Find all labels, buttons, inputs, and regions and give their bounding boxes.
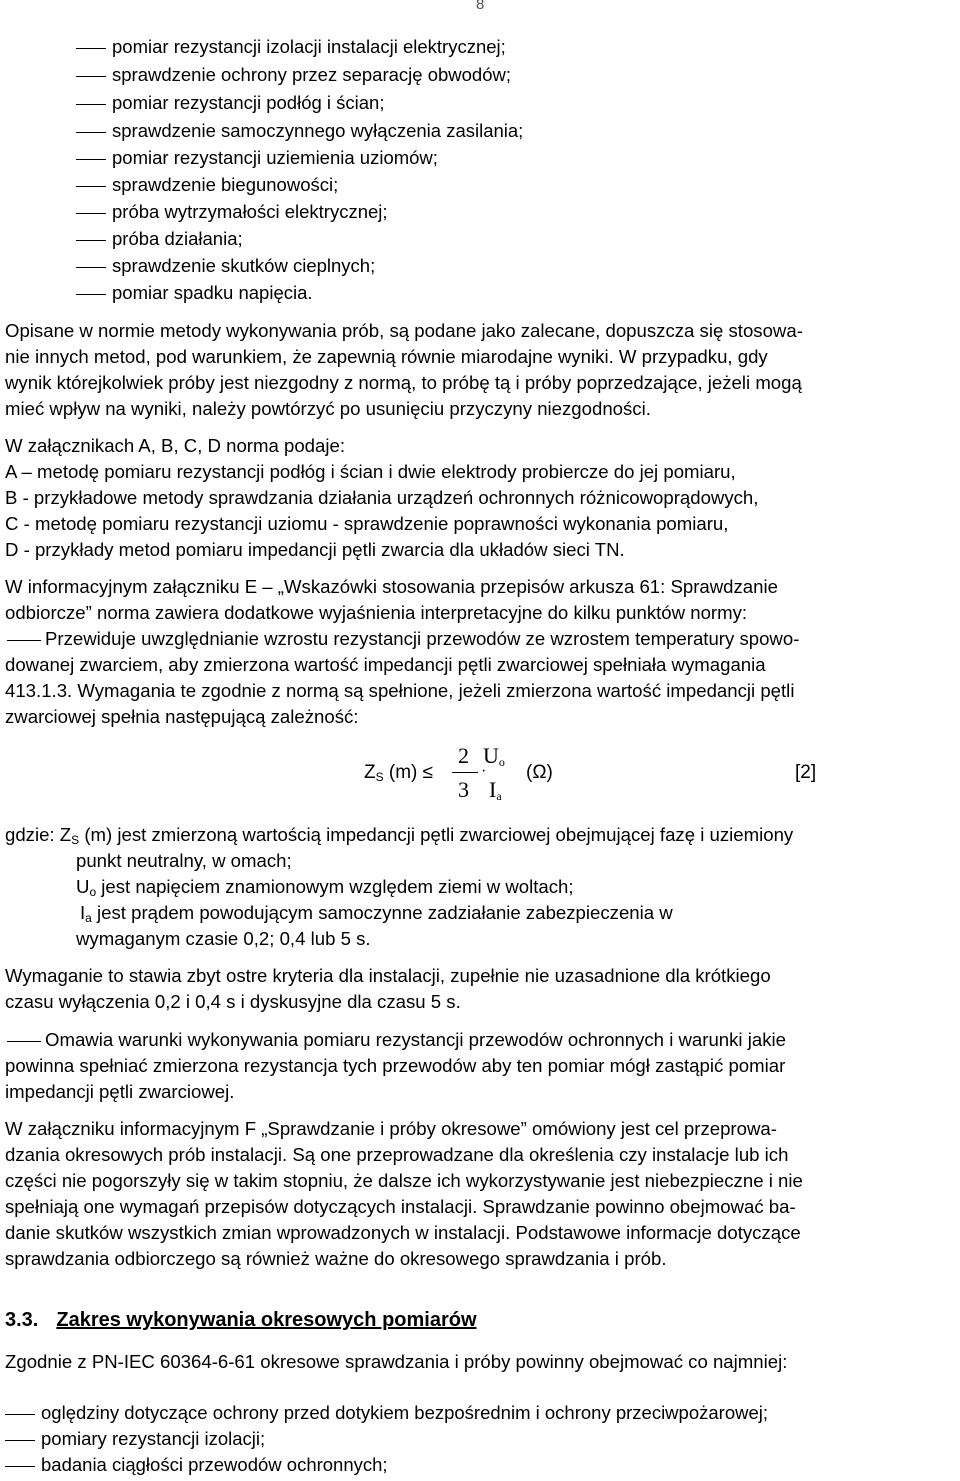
paragraph-line: dowanej zwarciem, aby zmierzona wartość impedancji pętli zwarciowej spełniała wymagania [5, 654, 766, 675]
dash-bullet-icon [74, 145, 106, 171]
paragraph-line: dzania okresowych prób instalacji. Są one przeprowadzane dla określenia czy instalacje lub ich [5, 1144, 789, 1165]
list-item: sprawdzenie samoczynnego wyłączenia zasilania; [74, 118, 523, 144]
paragraph-line: odbiorcze” norma zawiera dodatkowe wyjaśnienia interpretacyjne do kilku punktów normy: [5, 602, 748, 623]
where-line: punkt neutralny, w omach; [76, 850, 292, 871]
paragraph-line: wynik którejkolwiek próby jest niezgodny z normą, to próbę tą i próby poprzedzające, jeżeli mogą [5, 372, 802, 393]
dash-bullet-icon [74, 34, 106, 60]
paragraph-line: czasu wyłączenia 0,2 i 0,4 s i dyskusyjne dla czasu 5 s. [5, 991, 461, 1012]
equation-reference: [2] [795, 762, 817, 783]
list-item: badania ciągłości przewodów ochronnych; [5, 1452, 388, 1478]
where-line: $U_o$ jest napięciem znamionowym względem ziemi w woltach; [76, 876, 574, 899]
dash-bullet-icon [5, 1452, 35, 1478]
paragraph-line: powinna spełniać zmierzona rezystancja tych przewodów aby ten pomiar mógł zastąpić pomiar [5, 1055, 786, 1076]
dash-bullet-icon [5, 626, 41, 652]
dash-bullet-icon [74, 172, 106, 198]
dash-bullet-icon [74, 62, 106, 88]
paragraph-line: W załącznikach A, B, C, D norma podaje: [5, 435, 345, 456]
equation-denominator-3: 3 [458, 777, 469, 802]
paragraph-line: Zgodnie z PN-IEC 60364-6-61 okresowe sprawdzania i próby powinny obejmować co najmniej: [5, 1351, 788, 1372]
equation-numerator-U: $U_o$ [483, 743, 505, 769]
paragraph-line: D - przykłady metod pomiaru impedancji pętli zwarcia dla układów sieci TN. [5, 539, 625, 560]
dash-bullet-icon [5, 1400, 35, 1426]
paragraph-line: W załączniku informacyjnym F „Sprawdzanie i próby okresowe” omówiony jest cel przeprowa- [5, 1118, 777, 1139]
multiplication-dot: · [481, 762, 487, 779]
equation-unit: (Ω) [526, 762, 553, 783]
paragraph-line: B - przykładowe metody sprawdzania działania urządzeń ochronnych różnicowoprądowych, [5, 487, 759, 508]
paragraph-line: danie skutków wszystkich zmian wprowadzonych w instalacji. Podstawowe informacje dotyczące [5, 1222, 801, 1243]
dash-bullet-icon [74, 226, 106, 252]
list-item: próba wytrzymałości elektrycznej; [74, 199, 388, 225]
section-heading [5, 1306, 477, 1334]
paragraph-line: spełniają one wymagań przepisów dotyczących instalacji. Sprawdzanie powinno obejmować ba- [5, 1196, 796, 1217]
list-item: sprawdzenie biegunowości; [74, 172, 338, 198]
paragraph-line: A – metodę pomiaru rezystancji podłóg i ścian i dwie elektrody probiercze do jej pomiaru, [5, 461, 736, 482]
paragraph-line: Wymaganie to stawia zbyt ostre kryteria dla instalacji, zupełnie nie uzasadnione dla krótkiego [5, 965, 771, 986]
section-number: 3.3. [5, 1309, 39, 1331]
dash-bullet-icon [5, 1027, 41, 1053]
list-item: pomiar rezystancji uziemienia uziomów; [74, 145, 438, 171]
dash-bullet-icon [74, 90, 106, 116]
list-item: sprawdzenie ochrony przez separację obwodów; [74, 62, 511, 88]
list-item: pomiar rezystancji podłóg i ścian; [74, 90, 385, 116]
paragraph-line: zwarciowej spełnia następującą zależność: [5, 706, 359, 727]
fraction-bar [452, 772, 478, 773]
dash-bullet-icon [74, 253, 106, 279]
list-item: pomiary rezystancji izolacji; [5, 1426, 265, 1452]
paragraph-line: 413.1.3. Wymagania te zgodnie z normą są spełnione, jeżeli zmierzona wartość impedancji pętli [5, 680, 795, 701]
paragraph-line: impedancji pętli zwarciowej. [5, 1081, 235, 1102]
where-line: wymaganym czasie 0,2; 0,4 lub 5 s. [76, 928, 371, 949]
paragraph-line: Omawia warunki wykonywania pomiaru rezystancji przewodów ochronnych i warunki jakie [5, 1027, 786, 1053]
dash-bullet-icon [5, 1426, 35, 1452]
paragraph-line: sprawdzania odbiorczego są również ważne do okresowego sprawdzania i prób. [5, 1248, 667, 1269]
paragraph-line: Opisane w normie metody wykonywania prób, są podane jako zalecane, dopuszcza się stosowa- [5, 320, 803, 341]
section-title: Zakres wykonywania okresowych pomiarów [56, 1309, 477, 1331]
where-line: gdzie: $Z_S$ (m) jest zmierzoną wartością impedancji pętli zwarciowej obejmującej fazę i uziemiony [5, 824, 794, 847]
paragraph-line: części nie pogorszyły się w takim stopniu, że dalsze ich wykorzystywanie jest niebezpieczne i nie [5, 1170, 803, 1191]
equation-lhs: $Z_S$ (m) ≤ [364, 762, 434, 784]
paragraph-line: W informacyjnym załączniku E – „Wskazówki stosowania przepisów arkusza 61: Sprawdzanie [5, 576, 778, 597]
list-item: oględziny dotyczące ochrony przed dotykiem bezpośrednim i ochrony przeciwpożarowej; [5, 1400, 768, 1426]
list-item: próba działania; [74, 226, 243, 252]
paragraph-line: C - metodę pomiaru rezystancji uziomu - sprawdzenie poprawności wykonania pomiaru, [5, 513, 729, 534]
list-item: pomiar rezystancji izolacji instalacji elektrycznej; [74, 34, 506, 60]
where-line: $I_a$ jest prądem powodującym samoczynne zadziałanie zabezpieczenia w [80, 902, 673, 925]
list-item: pomiar spadku napięcia. [74, 280, 313, 306]
equation-numerator-2: 2 [458, 743, 469, 768]
equation-denominator-I: $I_a$ [489, 777, 502, 803]
paragraph-line: nie innych metod, pod warunkiem, że zapewnią równie miarodajne wyniki. W przypadku, gdy [5, 346, 768, 367]
dash-bullet-icon [74, 199, 106, 225]
dash-bullet-icon [74, 118, 106, 144]
paragraph-line: Przewiduje uwzględnianie wzrostu rezystancji przewodów ze wzrostem temperatury spowo- [5, 626, 799, 652]
page-number: 8 [476, 0, 485, 13]
paragraph-line: mieć wpływ na wyniki, należy powtórzyć po usunięciu przyczyny niezgodności. [5, 398, 651, 419]
list-item: sprawdzenie skutków cieplnych; [74, 253, 375, 279]
dash-bullet-icon [74, 280, 106, 306]
